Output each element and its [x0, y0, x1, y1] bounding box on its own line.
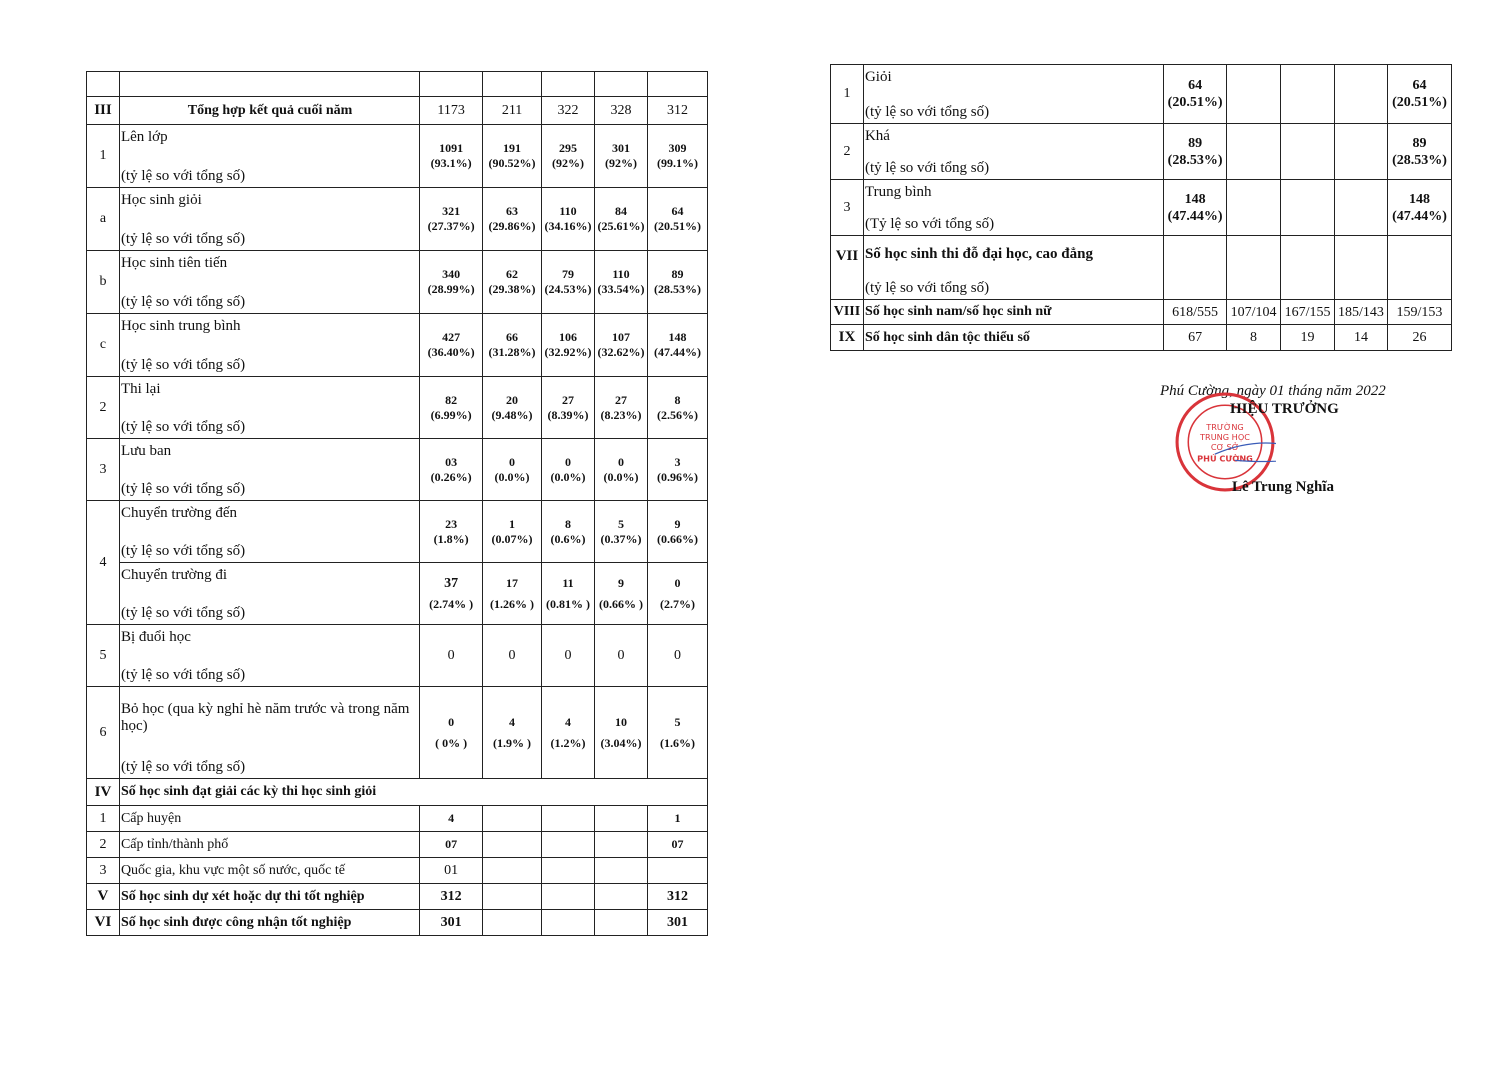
row-index: 6	[87, 687, 120, 779]
value-cell	[483, 806, 542, 832]
value-cell: 301 (92%)	[595, 125, 648, 188]
blank-header-row	[87, 72, 708, 97]
value-cell: 427 (36.40%)	[420, 314, 483, 377]
signature-block	[1160, 383, 1460, 513]
signer-title: HIỆU TRƯỞNG	[1230, 401, 1339, 417]
table-row	[831, 65, 1452, 124]
table-row	[87, 251, 708, 314]
row-label: Lên lớp (tỷ lệ so với tổng số)	[119, 125, 419, 188]
value-cell: 07	[420, 832, 483, 858]
value-cell: 618/555	[1164, 300, 1227, 325]
value-cell: 0 (0.0%)	[483, 439, 542, 501]
grade-cell: 322	[542, 97, 595, 125]
row-index: 2	[87, 377, 120, 439]
value-cell: 14	[1335, 325, 1388, 351]
value-cell: 89 (28.53%)	[1164, 124, 1227, 180]
row-label: Chuyển trường đến (tỷ lệ so với tổng số)	[119, 501, 419, 563]
value-cell: 107 (32.62%)	[595, 314, 648, 377]
row-label: Quốc gia, khu vực một số nước, quốc tế	[119, 858, 419, 884]
value-cell: 309 (99.1%)	[647, 125, 707, 188]
section-ix-row	[831, 325, 1452, 351]
table-row	[87, 439, 708, 501]
table-row	[87, 806, 708, 832]
signer-name: Lê Trung Nghĩa	[1232, 479, 1334, 495]
row-index: 3	[87, 858, 120, 884]
row-index: 2	[87, 832, 120, 858]
value-cell: 0	[420, 625, 483, 687]
row-label: Bỏ học (qua kỳ nghỉ hè năm trước và trong năm học) (tỷ lệ so với tổng số)	[119, 687, 419, 779]
value-cell: 19	[1281, 325, 1335, 351]
value-cell	[483, 884, 542, 910]
row-index: 1	[831, 65, 864, 124]
row-label: Cấp tỉnh/thành phố	[119, 832, 419, 858]
row-index: c	[87, 314, 120, 377]
section-code: IX	[831, 325, 864, 351]
row-label: Giỏi (tỷ lệ so với tổng số)	[863, 65, 1163, 124]
value-cell: 1091 (93.1%)	[420, 125, 483, 188]
value-cell: 0	[483, 625, 542, 687]
value-cell: 01	[420, 858, 483, 884]
row-label: Trung bình (Tỷ lệ so với tổng số)	[863, 180, 1163, 236]
section-vii-row	[831, 236, 1452, 300]
value-cell: 148 (47.44%)	[1387, 180, 1451, 236]
value-cell	[595, 884, 648, 910]
value-cell: 37 (2.74% )	[420, 563, 483, 625]
value-cell: 20 (9.48%)	[483, 377, 542, 439]
value-cell: 0	[595, 625, 648, 687]
value-cell: 148 (47.44%)	[1164, 180, 1227, 236]
value-cell: 0 (0.0%)	[595, 439, 648, 501]
value-cell: 64 (20.51%)	[647, 188, 707, 251]
value-cell: 295 (92%)	[542, 125, 595, 188]
section-v-row	[87, 884, 708, 910]
value-cell: 106 (32.92%)	[542, 314, 595, 377]
value-cell: 89 (28.53%)	[1387, 124, 1451, 180]
section-viii-row	[831, 300, 1452, 325]
total-cell: 1173	[420, 97, 483, 125]
value-cell: 4	[420, 806, 483, 832]
section-title: Số học sinh dự xét hoặc dự thi tốt nghiệp	[119, 884, 419, 910]
section-title: Số học sinh nam/số học sinh nữ	[863, 300, 1163, 325]
value-cell	[542, 858, 595, 884]
value-cell: 312	[647, 884, 707, 910]
value-cell: 191 (90.52%)	[483, 125, 542, 188]
value-cell: 17 (1.26% )	[483, 563, 542, 625]
value-cell: 82 (6.99%)	[420, 377, 483, 439]
value-cell: 5 (0.37%)	[595, 501, 648, 563]
table-row	[87, 314, 708, 377]
value-cell: 312	[420, 884, 483, 910]
value-cell: 107/104	[1227, 300, 1281, 325]
section-code: V	[87, 884, 120, 910]
row-label: Bị đuổi học (tỷ lệ so với tổng số)	[119, 625, 419, 687]
value-cell: 66 (31.28%)	[483, 314, 542, 377]
row-label: Khá (tỷ lệ so với tổng số)	[863, 124, 1163, 180]
value-cell	[542, 884, 595, 910]
value-cell: 07	[647, 832, 707, 858]
row-label: Chuyển trường đi (tỷ lệ so với tổng số)	[119, 563, 419, 625]
table-row	[831, 180, 1452, 236]
value-cell	[542, 832, 595, 858]
row-index: 3	[87, 439, 120, 501]
row-label: Lưu ban (tỷ lệ so với tổng số)	[119, 439, 419, 501]
row-label: Học sinh trung bình (tỷ lệ so với tổng số)	[119, 314, 419, 377]
section-code: VII	[831, 236, 864, 300]
value-cell: 63 (29.86%)	[483, 188, 542, 251]
value-cell: 148 (47.44%)	[647, 314, 707, 377]
section-code: VIII	[831, 300, 864, 325]
date-line: Phú Cường, ngày 01 tháng năm 2022	[1160, 383, 1386, 399]
value-cell: 27 (8.23%)	[595, 377, 648, 439]
value-cell: 9 (0.66% )	[595, 563, 648, 625]
value-cell: 26	[1387, 325, 1451, 351]
value-cell	[542, 910, 595, 936]
value-cell: 321 (27.37%)	[420, 188, 483, 251]
value-cell: 10 (3.04%)	[595, 687, 648, 779]
value-cell: 03 (0.26%)	[420, 439, 483, 501]
value-cell: 79 (24.53%)	[542, 251, 595, 314]
row-label: Thi lại (tỷ lệ so với tổng số)	[119, 377, 419, 439]
value-cell: 301	[647, 910, 707, 936]
table-row	[87, 858, 708, 884]
section-iii-row	[87, 97, 708, 125]
value-cell	[483, 858, 542, 884]
section-title: Số học sinh được công nhận tốt nghiệp	[119, 910, 419, 936]
value-cell: 62 (29.38%)	[483, 251, 542, 314]
value-cell: 8 (2.56%)	[647, 377, 707, 439]
row-index: a	[87, 188, 120, 251]
row-label: Học sinh giỏi (tỷ lệ so với tổng số)	[119, 188, 419, 251]
value-cell: 89 (28.53%)	[647, 251, 707, 314]
row-index: b	[87, 251, 120, 314]
value-cell	[483, 910, 542, 936]
results-table-right	[830, 64, 1452, 351]
table-row	[87, 188, 708, 251]
value-cell: 167/155	[1281, 300, 1335, 325]
value-cell: 9 (0.66%)	[647, 501, 707, 563]
table-row	[87, 832, 708, 858]
row-index: 3	[831, 180, 864, 236]
svg-text:CƠ SỞ: CƠ SỞ	[1210, 442, 1240, 453]
table-row	[831, 124, 1452, 180]
section-title: Số học sinh thi đỗ đại học, cao đẳng (tỷ lệ so với tổng số)	[863, 236, 1163, 300]
value-cell: 11 (0.81% )	[542, 563, 595, 625]
value-cell: 110 (34.16%)	[542, 188, 595, 251]
svg-text:TRUNG HỌC: TRUNG HỌC	[1200, 431, 1250, 442]
grade-cell: 328	[595, 97, 648, 125]
section-title: Số học sinh đạt giải các kỳ thi học sinh giỏi	[119, 779, 707, 806]
value-cell	[542, 806, 595, 832]
section-vi-row	[87, 910, 708, 936]
row-label: Học sinh tiên tiến (tỷ lệ so với tổng số)	[119, 251, 419, 314]
value-cell: 0	[647, 625, 707, 687]
section-title: Tổng hợp kết quả cuối năm	[119, 97, 419, 125]
value-cell: 159/153	[1387, 300, 1451, 325]
value-cell	[595, 858, 648, 884]
row-index: 1	[87, 125, 120, 188]
table-row	[87, 563, 708, 625]
value-cell: 67	[1164, 325, 1227, 351]
value-cell	[595, 832, 648, 858]
value-cell: 0 (2.7%)	[647, 563, 707, 625]
value-cell	[595, 910, 648, 936]
value-cell: 5 (1.6%)	[647, 687, 707, 779]
value-cell: 4 (1.9% )	[483, 687, 542, 779]
grade-cell: 211	[483, 97, 542, 125]
table-row	[87, 125, 708, 188]
value-cell: 3 (0.96%)	[647, 439, 707, 501]
row-index: 1	[87, 806, 120, 832]
row-index: 2	[831, 124, 864, 180]
section-code: IV	[87, 779, 120, 806]
value-cell: 23 (1.8%)	[420, 501, 483, 563]
value-cell: 8 (0.6%)	[542, 501, 595, 563]
value-cell: 64 (20.51%)	[1387, 65, 1451, 124]
svg-text:TRƯỜNG: TRƯỜNG	[1206, 421, 1244, 432]
value-cell: 4 (1.2%)	[542, 687, 595, 779]
row-label: Cấp huyện	[119, 806, 419, 832]
value-cell: 301	[420, 910, 483, 936]
value-cell: 0	[542, 625, 595, 687]
value-cell: 64 (20.51%)	[1164, 65, 1227, 124]
value-cell	[483, 832, 542, 858]
value-cell: 8	[1227, 325, 1281, 351]
section-iv-row	[87, 779, 708, 806]
value-cell	[595, 806, 648, 832]
value-cell: 27 (8.39%)	[542, 377, 595, 439]
value-cell: 84 (25.61%)	[595, 188, 648, 251]
value-cell: 0 (0.0%)	[542, 439, 595, 501]
value-cell: 185/143	[1335, 300, 1388, 325]
value-cell: 1	[647, 806, 707, 832]
row-index: 4	[87, 501, 120, 625]
svg-text:PHÚ CƯỜNG: PHÚ CƯỜNG	[1197, 453, 1253, 464]
section-title: Số học sinh dân tộc thiểu số	[863, 325, 1163, 351]
value-cell: 0 ( 0% )	[420, 687, 483, 779]
table-row	[87, 377, 708, 439]
value-cell: 110 (33.54%)	[595, 251, 648, 314]
value-cell: 1 (0.07%)	[483, 501, 542, 563]
table-row	[87, 687, 708, 779]
section-code: VI	[87, 910, 120, 936]
value-cell: 340 (28.99%)	[420, 251, 483, 314]
results-table-left	[86, 71, 708, 936]
table-row	[87, 501, 708, 563]
grade-cell: 312	[647, 97, 707, 125]
table-row	[87, 625, 708, 687]
section-code: III	[87, 97, 120, 125]
value-cell	[647, 858, 707, 884]
row-index: 5	[87, 625, 120, 687]
